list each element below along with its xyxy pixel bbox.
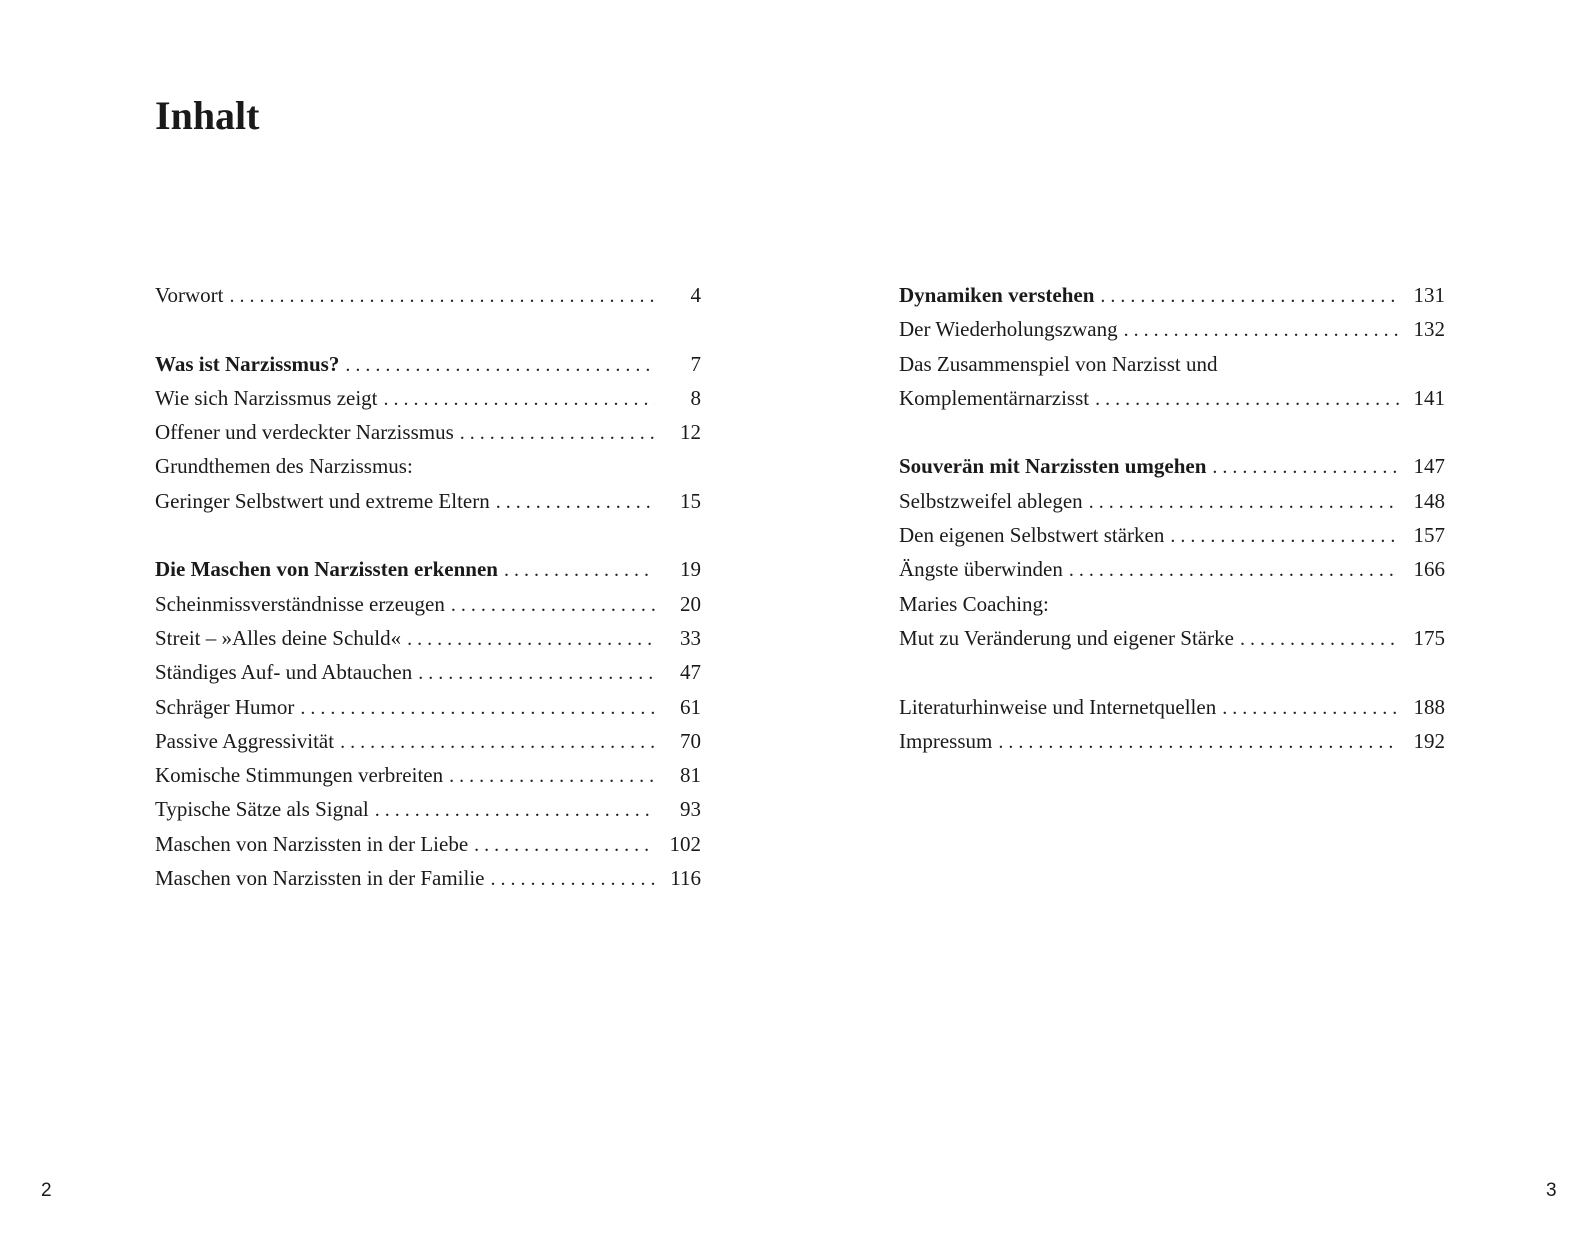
toc-entry bbox=[155, 758, 701, 792]
toc-entry bbox=[155, 861, 701, 895]
toc-dot-leader bbox=[1124, 313, 1399, 347]
toc-spacer bbox=[155, 312, 701, 346]
toc-entry-label: Vorwort bbox=[155, 283, 224, 307]
toc-entry-page: 19 bbox=[680, 557, 701, 582]
toc-entry-label: Wie sich Narzissmus zeigt bbox=[155, 385, 378, 410]
toc-entry bbox=[899, 621, 1445, 655]
toc-entry-page: 47 bbox=[680, 660, 701, 685]
toc-entry-label: Grundthemen des Narzissmus: bbox=[155, 454, 413, 479]
toc-dot-leader bbox=[345, 348, 655, 382]
toc-entry-page: 192 bbox=[1413, 728, 1445, 753]
toc-entry-label: Streit – »Alles deine Schuld« bbox=[155, 625, 402, 650]
toc-entry bbox=[155, 792, 701, 826]
toc-entry-label: Mut zu Veränderung und eigener Stärke bbox=[899, 625, 1234, 650]
page-title: Inhalt bbox=[155, 93, 260, 138]
toc-entry-label: Offener und verdeckter Narzissmus bbox=[155, 420, 454, 445]
toc-dot-leader bbox=[460, 416, 655, 450]
toc-entry-page: 70 bbox=[680, 728, 701, 753]
toc-entry-label: Souverän mit Narzissten umgehen bbox=[899, 454, 1207, 479]
toc-entry bbox=[155, 278, 701, 312]
toc-dot-leader bbox=[1222, 691, 1399, 725]
toc-dot-leader bbox=[384, 382, 655, 416]
toc-dot-leader bbox=[491, 862, 656, 896]
toc-entry-page: 166 bbox=[1413, 557, 1445, 582]
toc-entry-page: 15 bbox=[680, 488, 701, 513]
toc-entry bbox=[899, 312, 1445, 346]
toc-dot-leader bbox=[474, 828, 655, 862]
toc-dot-leader bbox=[340, 725, 655, 759]
toc-entry bbox=[155, 690, 701, 724]
toc-dot-leader bbox=[418, 656, 655, 690]
toc-dot-leader bbox=[998, 725, 1399, 759]
toc-dot-leader bbox=[1100, 279, 1399, 313]
toc-entry-page: 7 bbox=[690, 351, 701, 376]
toc-entry-page: 148 bbox=[1413, 488, 1445, 513]
toc-entry-label: Ängste überwinden bbox=[899, 557, 1063, 582]
toc-entry-label: Komplementärnarzisst bbox=[899, 385, 1090, 410]
toc-entry bbox=[899, 381, 1445, 415]
toc-entry-page: 61 bbox=[680, 694, 701, 719]
toc-dot-leader bbox=[496, 485, 655, 519]
toc-dot-leader bbox=[1095, 382, 1399, 416]
toc-dot-leader bbox=[407, 622, 655, 656]
toc-entry-label: Was ist Narzissmus? bbox=[155, 351, 340, 376]
toc-dot-leader bbox=[449, 759, 655, 793]
toc-entry-label: Komische Stimmungen verbreiten bbox=[155, 763, 444, 788]
toc-entry bbox=[899, 552, 1445, 586]
toc-entry-label: Maries Coaching: bbox=[899, 591, 1049, 616]
toc-spacer bbox=[155, 518, 701, 552]
toc-entry bbox=[155, 827, 701, 861]
toc-dot-leader bbox=[300, 691, 655, 725]
toc-entry-label: Maschen von Narzissten in der Familie bbox=[155, 866, 485, 891]
toc-entry-page: 93 bbox=[680, 797, 701, 822]
toc-entry-label: Literaturhinweise und Internetquellen bbox=[899, 694, 1217, 719]
toc-entry-page: 141 bbox=[1413, 385, 1445, 410]
toc-entry bbox=[899, 347, 1445, 381]
toc-entry bbox=[899, 484, 1445, 518]
toc-entry bbox=[155, 484, 701, 518]
toc-entry-label: Scheinmissverständnisse erzeugen bbox=[155, 591, 445, 616]
toc-entry-page: 20 bbox=[680, 591, 701, 616]
toc-entry-label: Passive Aggressivität bbox=[155, 728, 335, 753]
toc-section-heading bbox=[155, 552, 701, 586]
toc-entry bbox=[155, 655, 701, 689]
toc-entry bbox=[899, 724, 1445, 758]
toc-section-heading bbox=[899, 449, 1445, 483]
toc-entry-page: 132 bbox=[1413, 317, 1445, 342]
toc-dot-leader bbox=[375, 793, 655, 827]
toc-entry bbox=[155, 449, 701, 483]
toc-dot-leader bbox=[1069, 553, 1399, 587]
toc-spacer bbox=[899, 415, 1445, 449]
toc-entry-label: Selbstzweifel ablegen bbox=[899, 488, 1083, 513]
toc-right-column bbox=[899, 278, 1445, 758]
toc-entry-label: Maschen von Narzissten in der Liebe bbox=[155, 831, 469, 856]
toc-entry-page: 81 bbox=[680, 763, 701, 788]
toc-entry-page: 102 bbox=[669, 831, 701, 856]
toc-left-column bbox=[155, 278, 701, 895]
toc-dot-leader bbox=[504, 553, 655, 587]
toc-entry-page: 188 bbox=[1413, 694, 1445, 719]
toc-entry-label: Dynamiken verstehen bbox=[899, 283, 1095, 307]
toc-entry-page: 8 bbox=[690, 385, 701, 410]
toc-entry-page: 12 bbox=[680, 420, 701, 445]
toc-entry-label: Typische Sätze als Signal bbox=[155, 797, 369, 822]
toc-entry-label: Den eigenen Selbstwert stärken bbox=[899, 523, 1165, 548]
toc-entry bbox=[155, 381, 701, 415]
toc-entry-label: Das Zusammenspiel von Narzisst und bbox=[899, 351, 1218, 376]
toc-entry-label: Der Wiederholungszwang bbox=[899, 317, 1118, 342]
toc-entry bbox=[155, 621, 701, 655]
toc-entry-label: Die Maschen von Narzissten erkennen bbox=[155, 557, 498, 582]
toc-entry-label: Geringer Selbstwert und extreme Eltern bbox=[155, 488, 490, 513]
toc-section-heading bbox=[155, 347, 701, 381]
toc-entry bbox=[899, 518, 1445, 552]
toc-entry-label: Schräger Humor bbox=[155, 694, 295, 719]
toc-entry-label: Impressum bbox=[899, 728, 993, 753]
page-number-right: 3 bbox=[1546, 1180, 1557, 1201]
toc-entry-page: 116 bbox=[670, 866, 701, 891]
toc-section-heading bbox=[899, 278, 1445, 312]
page-number-left: 2 bbox=[41, 1180, 52, 1201]
toc-entry bbox=[155, 415, 701, 449]
toc-entry-page: 33 bbox=[680, 625, 701, 650]
toc-dot-leader bbox=[1240, 622, 1399, 656]
toc-dot-leader bbox=[1089, 485, 1399, 519]
toc-entry-label: Ständiges Auf- und Abtauchen bbox=[155, 660, 413, 685]
toc-dot-leader bbox=[229, 279, 655, 313]
toc-entry bbox=[899, 690, 1445, 724]
toc-entry-page: 157 bbox=[1413, 523, 1445, 548]
toc-dot-leader bbox=[1212, 450, 1399, 484]
toc-dot-leader bbox=[451, 588, 655, 622]
toc-entry-page: 175 bbox=[1413, 625, 1445, 650]
toc-entry bbox=[155, 587, 701, 621]
toc-entry-page: 131 bbox=[1413, 283, 1445, 307]
toc-entry-page: 147 bbox=[1413, 454, 1445, 479]
toc-spacer bbox=[899, 655, 1445, 689]
toc-entry bbox=[899, 587, 1445, 621]
toc-dot-leader bbox=[1170, 519, 1399, 553]
toc-entry-page: 4 bbox=[690, 283, 701, 307]
toc-entry bbox=[155, 724, 701, 758]
